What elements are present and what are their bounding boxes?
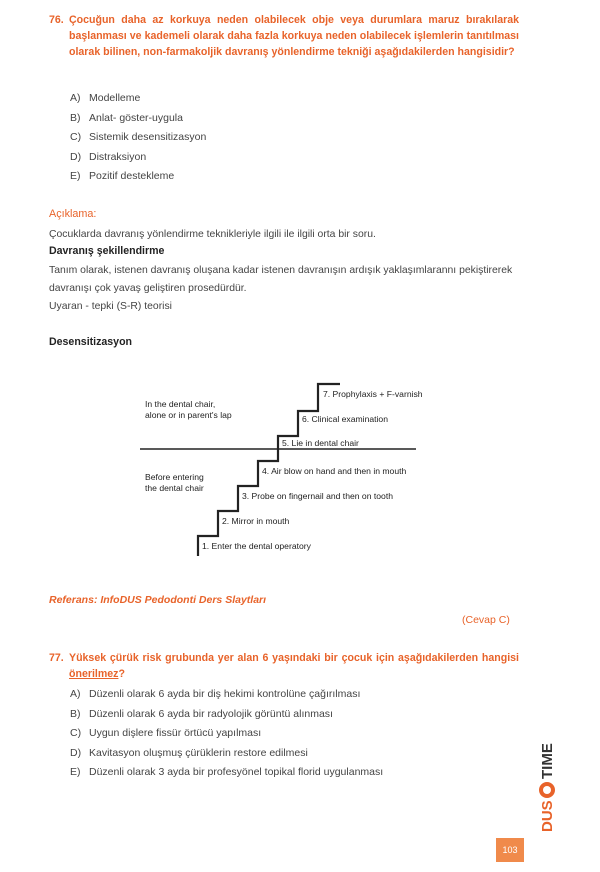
label-before-entering-line2: the dental chair — [145, 483, 204, 493]
brand-logo — [528, 728, 562, 836]
explanation-intro: Çocuklarda davranış yönlendirme teknikleriyle ilgili ile ilgili orta bir soru. — [49, 229, 376, 240]
reference: Referans: InfoDUS Pedodonti Ders Slaytları — [49, 594, 267, 606]
option-d[interactable]: D) Distraksiyon — [70, 150, 147, 163]
svg-text:DUS: DUS — [539, 800, 556, 832]
step-5: 5. Lie in dental chair — [282, 438, 359, 448]
svg-text:TIME: TIME — [539, 743, 556, 779]
question-76 — [49, 12, 519, 60]
option-b[interactable]: B) Düzenli olarak 6 ayda bir radyolojik görüntü alınması — [70, 707, 333, 720]
label-before-entering-line1: Before entering — [145, 472, 204, 482]
heading-davranis: Davranış şekillendirme — [49, 245, 165, 257]
step-1: 1. Enter the dental operatory — [202, 541, 311, 551]
question-number: 76. — [49, 14, 64, 26]
option-c[interactable]: C) Uygun dişlere fissür örtücü yapılması — [70, 727, 262, 739]
page-number: 103 — [496, 838, 524, 862]
step-4: 4. Air blow on hand and then in mouth — [262, 466, 407, 476]
label-in-chair-line1: In the dental chair, — [145, 399, 216, 409]
option-d[interactable]: D) Kavitasyon oluşmuş çürüklerin restore edilmesi — [70, 746, 308, 759]
option-b[interactable]: B) Anlat- göster-uygula — [70, 111, 183, 124]
explanation-para2: Uyaran - tepki (S-R) teorisi — [49, 301, 172, 312]
option-e[interactable]: E) Düzenli olarak 3 ayda bir profesyönel topikal florid uygulanması — [70, 766, 384, 778]
explanation-label: Açıklama: — [49, 208, 97, 220]
step-7: 7. Prophylaxis + F-varnish — [323, 389, 423, 399]
option-a[interactable]: A) Modelleme — [70, 92, 141, 104]
step-6: 6. Clinical examination — [302, 414, 388, 424]
step-2: 2. Mirror in mouth — [222, 516, 290, 526]
question-number: 77. — [49, 652, 64, 664]
question-text: Çocuğun daha az korkuya neden olabilecek obje veya durumlara maruz bırakılarak başlanması ve kademeli olarak daha fazla korkuya neden olabilecek işlemlerin tanıtılması olarak bilinen, non-farmakoljik davranış yönlendirme tekniği aşağıdakilerden hangisidir? — [69, 14, 519, 58]
desensitization-staircase-diagram — [140, 372, 440, 562]
option-e[interactable]: E) Pozitif destekleme — [70, 170, 175, 182]
answer: (Cevap C) — [462, 614, 510, 626]
option-c[interactable]: C) Sistemik desensitizasyon — [70, 131, 207, 143]
explanation-para1: Tanım olarak, istenen davranış oluşana kadar istenen davranışın ardışık yaklaşımlarannı pekiştirerek davranışı çok yavaş geliştiren prosedürdür. — [49, 265, 513, 294]
option-a[interactable]: A) Düzenli olarak 6 ayda bir diş hekimi kontrolüne çağırılması — [70, 688, 361, 700]
options-76 — [70, 89, 206, 187]
label-in-chair-line2: alone or in parent's lap — [145, 410, 232, 420]
step-3: 3. Probe on fingernail and then on tooth — [242, 491, 393, 501]
question-text: Yüksek çürük risk grubunda yer alan 6 yaşındaki bir çocuk için aşağıdakilerden hangisi önerilmez? — [69, 652, 519, 680]
heading-desensitizasyon: Desensitizasyon — [49, 336, 133, 348]
options-77 — [70, 685, 383, 783]
question-77 — [49, 650, 519, 682]
